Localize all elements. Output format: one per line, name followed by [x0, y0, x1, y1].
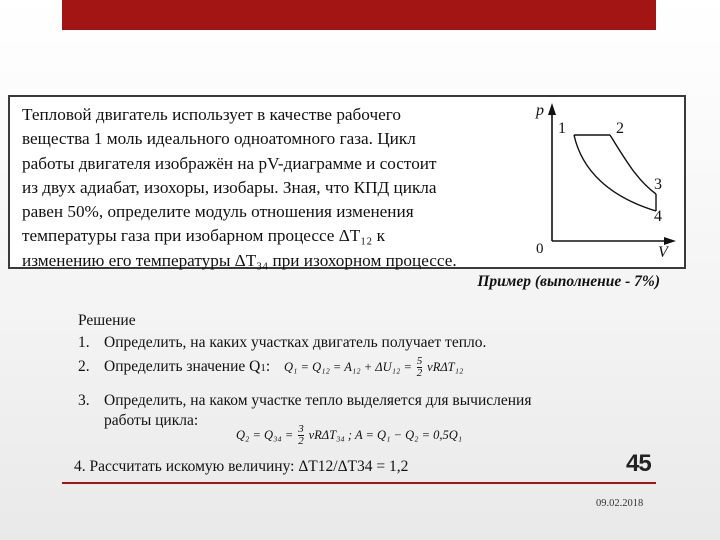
point-1-label: 1	[558, 120, 566, 137]
fraction-3-2	[298, 424, 304, 447]
problem-line: изменению его температуры ΔT₃₄ при изохорном процессе.	[22, 250, 457, 270]
step-2-subscript: 1	[260, 362, 266, 375]
origin-label: 0	[536, 241, 544, 257]
step-3	[78, 392, 531, 410]
problem-line: работы двигателя изображён на pV-диаграмме и состоит	[22, 153, 437, 173]
step-3-number: 3.	[78, 392, 90, 409]
fraction-numerator: 5	[416, 355, 423, 367]
step-1	[78, 334, 486, 352]
solution-heading: Решение	[78, 312, 136, 329]
problem-line: Тепловой двигатель использует в качестве рабочего	[22, 105, 401, 124]
step-2-number: 2.	[78, 358, 90, 376]
step-3-formula	[236, 424, 462, 447]
fraction-5-2	[417, 356, 423, 379]
problem-line: равен 50%, определите модуль отношения изменения	[22, 202, 414, 222]
point-4-label: 4	[654, 208, 662, 225]
adiabat-2-3	[610, 135, 656, 194]
step-4: 4. Рассчитать искомую величину: ΔT12/ΔT34 = 1,2	[74, 458, 409, 475]
point-3-label: 3	[654, 176, 662, 193]
v-axis-label: V	[658, 244, 668, 261]
problem-line: вещества 1 моль идеального одноатомного газа. Цикл	[22, 129, 416, 149]
point-2-label: 2	[616, 120, 624, 137]
p-axis-arrow	[548, 103, 556, 115]
slide-date: 09.02.2018	[596, 498, 644, 509]
example-caption: Пример (выполнение - 7%)	[477, 273, 660, 290]
step-3-text: Определить, на каком участке тепло выделяется для вычисления	[104, 392, 532, 409]
pv-diagram	[530, 101, 680, 261]
p-axis-label: p	[536, 102, 544, 119]
step-2-colon: :	[265, 358, 271, 376]
problem-text	[22, 103, 518, 273]
step-1-number: 1.	[78, 334, 90, 351]
step-1-text: Определить, на каких участках двигатель получает тепло.	[104, 334, 487, 351]
step-3-text-2: работы цикла:	[104, 412, 199, 429]
step-2	[78, 356, 463, 379]
step-2-text: Определить значение Q	[104, 358, 261, 376]
fraction-denominator: 2	[416, 367, 423, 379]
problem-line: температуры газа при изобарном процессе ΔT₁₂ к	[22, 226, 385, 246]
fraction-denominator: 2	[298, 435, 304, 447]
top-accent-bar	[62, 0, 656, 30]
fraction-numerator: 3	[298, 423, 304, 435]
slide-number: 45	[626, 450, 651, 477]
formula-q2: Q₂ = Q₃₄ =	[236, 428, 294, 443]
formula-work: νRΔT₃₄ ; A = Q₁ − Q₂ = 0,5Q₁	[308, 428, 463, 443]
problem-line: из двух адиабат, изохоры, изобары. Зная, что КПД цикла	[22, 177, 437, 197]
adiabat-1-4	[574, 135, 656, 211]
bottom-accent-rule	[62, 482, 656, 484]
formula-q1-tail: νRΔT₁₂	[427, 360, 464, 375]
problem-box	[8, 95, 686, 269]
step-3-continued	[104, 412, 198, 430]
formula-q1: Q₁ = Q₁₂ = A₁₂ + ΔU₁₂ =	[284, 360, 412, 375]
